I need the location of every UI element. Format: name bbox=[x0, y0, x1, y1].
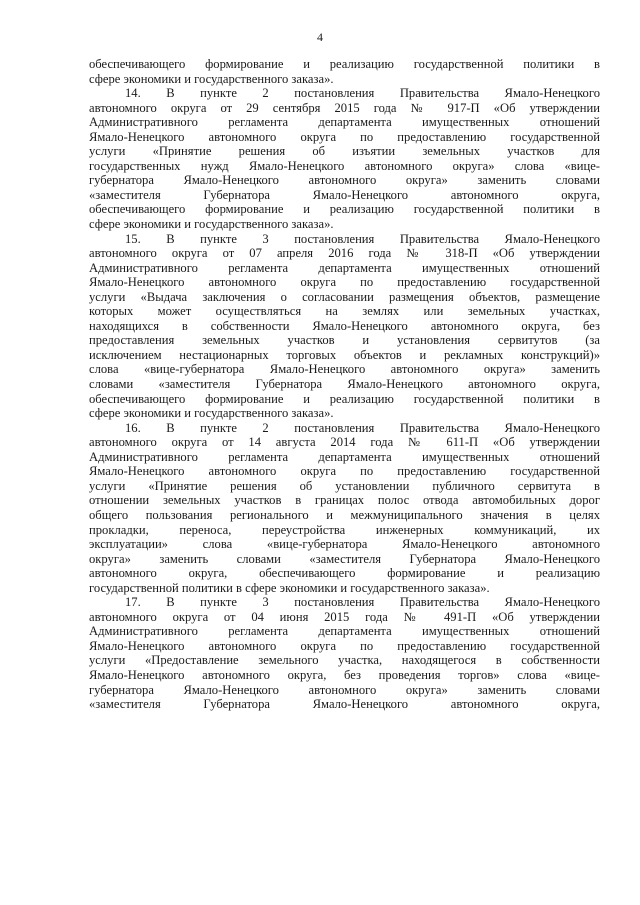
text-line: автономного округа, обеспечивающего формирование и реализацию bbox=[89, 566, 600, 581]
text-line: эксплуатации» слова «вице-губернатора Ямало-Ненецкого автономного bbox=[89, 537, 600, 552]
text-line: обеспечивающего формирование и реализацию государственной политики в bbox=[89, 57, 600, 71]
text-line: обеспечивающего формирование и реализацию государственной политики в bbox=[89, 202, 600, 217]
text-line: 16. В пункте 2 постановления Правительства Ямало-Ненецкого bbox=[125, 420, 600, 435]
text-line: Административного регламента департамента имущественных отношений bbox=[89, 260, 600, 275]
text-line: Ямало-Ненецкого автономного округа по предоставлению государственной bbox=[89, 129, 600, 144]
text-line: сфере экономики и государственного заказа». bbox=[89, 406, 334, 421]
text-line: сфере экономики и государственного заказа». bbox=[89, 71, 334, 86]
text-line: автономного округа от 07 апреля 2016 года № 318-П «Об утверждении bbox=[89, 246, 600, 261]
text-line: которых может осуществляться на землях или земельных участках, bbox=[89, 304, 600, 319]
text-line: исключением нестационарных торговых объектов и рекламных конструкций)» bbox=[89, 347, 600, 362]
document-body bbox=[89, 57, 600, 712]
text-line: услуги «Выдача заключения о согласовании размещения объектов, размещение bbox=[89, 289, 600, 304]
text-line: Административного регламента департамента имущественных отношений bbox=[89, 115, 600, 130]
text-line: «заместителя Губернатора Ямало-Ненецкого автономного округа, bbox=[89, 697, 600, 712]
text-line: слова «вице-губернатора Ямало-Ненецкого автономного округа» заменить bbox=[89, 362, 600, 377]
text-line: Ямало-Ненецкого автономного округа, без проведения торгов» слова «вице- bbox=[89, 667, 600, 682]
text-line: автономного округа от 04 июня 2015 года № 491-П «Об утверждении bbox=[89, 609, 600, 624]
text-line: услуги «Принятие решения об изъятии земельных участков для bbox=[89, 144, 600, 159]
text-line: Ямало-Ненецкого автономного округа по предоставлению государственной bbox=[89, 275, 600, 290]
text-line: словами «заместителя Губернатора Ямало-Ненецкого автономного округа, bbox=[89, 377, 600, 392]
text-line: «заместителя Губернатора Ямало-Ненецкого автономного округа, bbox=[89, 187, 600, 202]
text-line: Административного регламента департамента имущественных отношений bbox=[89, 449, 600, 464]
text-line: автономного округа от 29 сентября 2015 года № 917-П «Об утверждении bbox=[89, 100, 600, 115]
text-line: государственных нужд Ямало-Ненецкого автономного округа» слова «вице- bbox=[89, 158, 600, 173]
text-line: прокладки, переноса, переустройства инженерных коммуникаций, их bbox=[89, 522, 600, 537]
text-line: отношении земельных участков в границах полос отвода автомобильных дорог bbox=[89, 493, 600, 508]
text-line: находящихся в собственности Ямало-Ненецкого автономного округа, без bbox=[89, 318, 600, 333]
page-number: 4 bbox=[317, 30, 323, 44]
text-line: Административного регламента департамента имущественных отношений bbox=[89, 624, 600, 639]
text-line: услуги «Предоставление земельного участка, находящегося в собственности bbox=[89, 653, 600, 668]
text-line: 14. В пункте 2 постановления Правительства Ямало-Ненецкого bbox=[125, 86, 600, 101]
text-line: губернатора Ямало-Ненецкого автономного округа» заменить словами bbox=[89, 173, 600, 188]
text-line: 17. В пункте 3 постановления Правительства Ямало-Ненецкого bbox=[125, 595, 600, 610]
text-line: автономного округа от 14 августа 2014 года № 611-П «Об утверждении bbox=[89, 435, 600, 450]
text-line: предоставления земельных участков и установления сервитутов (за bbox=[89, 333, 600, 348]
text-line: сфере экономики и государственного заказа». bbox=[89, 217, 334, 232]
text-line: губернатора Ямало-Ненецкого автономного округа» заменить словами bbox=[89, 682, 600, 697]
text-line: 15. В пункте 3 постановления Правительства Ямало-Ненецкого bbox=[125, 231, 600, 246]
text-line: Ямало-Ненецкого автономного округа по предоставлению государственной bbox=[89, 638, 600, 653]
text-line: округа» заменить словами «заместителя Губернатора Ямало-Ненецкого bbox=[89, 551, 600, 566]
text-line: государственной политики в сфере экономики и государственного заказа». bbox=[89, 580, 490, 595]
text-line: общего пользования регионального и межмуниципального значения в целях bbox=[89, 507, 600, 522]
text-line: Ямало-Ненецкого автономного округа по предоставлению государственной bbox=[89, 464, 600, 479]
text-line: услуги «Принятие решения об установлении публичного сервитута в bbox=[89, 478, 600, 493]
text-line: обеспечивающего формирование и реализацию государственной политики в bbox=[89, 391, 600, 406]
